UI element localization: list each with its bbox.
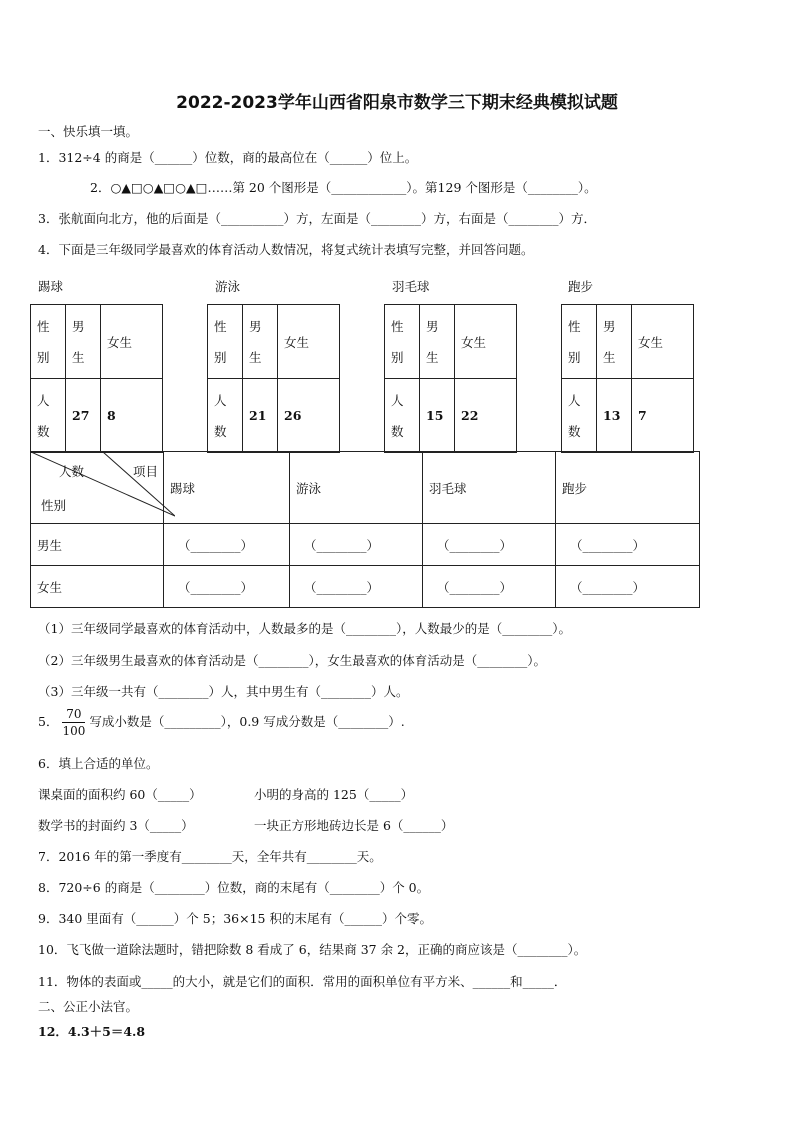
header-football: 踢球 xyxy=(164,452,290,524)
question-11: 11．物体的表面或_____的大小，就是它们的面积．常用的面积单位有平方米、______和_____． xyxy=(38,974,567,989)
table-running xyxy=(561,304,694,453)
question-6d: 一块正方形地砖边长是 6（______） xyxy=(254,818,454,833)
cell-label: 人 xyxy=(214,392,227,408)
question-4-3: （3）三年级一共有（________）人，其中男生有（________）人。 xyxy=(38,684,409,699)
cell-label: 人 xyxy=(391,392,404,408)
blank-cell[interactable]: （________） xyxy=(556,566,700,608)
cell-label: 数 xyxy=(214,423,227,439)
corner-label-item: 项目 xyxy=(133,464,159,479)
cell-label: 性 xyxy=(568,318,581,334)
sport-label-badminton: 羽毛球 xyxy=(392,279,430,294)
corner-label-count: 人数 xyxy=(59,464,85,479)
corner-label-gender: 性别 xyxy=(41,498,67,513)
blank-cell[interactable]: （________） xyxy=(290,524,423,566)
cell-label: 人 xyxy=(37,392,50,408)
cell-label: 男 xyxy=(249,318,262,334)
table-football xyxy=(30,304,163,453)
question-9: 9．340 里面有（______）个 5；36×15 积的末尾有（______）个零。 xyxy=(38,911,432,926)
sport-label-running: 跑步 xyxy=(568,279,594,294)
cell-label: 男 xyxy=(72,318,85,334)
cell-value-male: 13 xyxy=(597,379,632,453)
question-4-1: （1）三年级同学最喜欢的体育活动中，人数最多的是（________），人数最少的是（________）。 xyxy=(38,621,571,636)
cell-label: 女生 xyxy=(101,305,163,379)
cell-value-female: 7 xyxy=(632,379,694,453)
table-badminton xyxy=(384,304,517,453)
cell-label: 数 xyxy=(568,423,581,439)
question-5-text: 写成小数是（_________），0.9 写成分数是（________）. xyxy=(89,714,405,729)
combined-statistics-table xyxy=(30,451,700,608)
question-1: 1．312÷4 的商是（______）位数，商的最高位在（______）位上。 xyxy=(38,150,418,165)
cell-label: 别 xyxy=(37,349,50,365)
cell-label: 性 xyxy=(37,318,50,334)
cell-value-female: 22 xyxy=(455,379,517,453)
cell-label: 数 xyxy=(37,423,50,439)
cell-label: 生 xyxy=(426,349,439,365)
question-8: 8．720÷6 的商是（________）位数，商的末尾有（________）个 0。 xyxy=(38,880,430,895)
cell-value-female: 26 xyxy=(278,379,340,453)
header-running: 跑步 xyxy=(556,452,700,524)
fraction-denominator: 100 xyxy=(62,724,86,738)
question-3: 3．张航面向北方，他的后面是（__________）方，左面是（________）方，右面是（________）方． xyxy=(38,211,596,226)
cell-label: 性 xyxy=(391,318,404,334)
question-4: 4．下面是三年级同学最喜欢的体育活动人数情况，将复式统计表填写完整，并回答问题。 xyxy=(38,242,534,257)
question-6: 6．填上合适的单位。 xyxy=(38,756,159,771)
cell-label: 生 xyxy=(249,349,262,365)
question-10: 10．飞飞做一道除法题时，错把除数 8 看成了 6，结果商 37 余 2，正确的商应该是（________）。 xyxy=(38,942,587,957)
cell-value-male: 27 xyxy=(66,379,101,453)
cell-label: 数 xyxy=(391,423,404,439)
cell-value-female: 8 xyxy=(101,379,163,453)
section-heading-2: 二、公正小法官。 xyxy=(38,999,139,1014)
cell-label: 生 xyxy=(603,349,616,365)
blank-cell[interactable]: （________） xyxy=(164,566,290,608)
fraction xyxy=(62,706,85,739)
sport-label-football: 踢球 xyxy=(38,279,64,294)
row-label-male: 男生 xyxy=(31,524,164,566)
cell-value-male: 15 xyxy=(420,379,455,453)
blank-cell[interactable]: （________） xyxy=(423,524,556,566)
question-12: 12．4.3＋5＝4.8 xyxy=(38,1024,146,1039)
cell-label: 男 xyxy=(603,318,616,334)
cell-label: 人 xyxy=(568,392,581,408)
cell-label: 性 xyxy=(214,318,227,334)
cell-label: 男 xyxy=(426,318,439,334)
question-7: 7．2016 年的第一季度有________天，全年共有________天。 xyxy=(38,849,382,864)
question-6c: 数学书的封面约 3（_____） xyxy=(38,818,194,833)
question-5 xyxy=(38,706,405,739)
blank-cell[interactable]: （________） xyxy=(423,566,556,608)
diagonal-header-cell xyxy=(31,452,164,524)
cell-label: 生 xyxy=(72,349,85,365)
table-swimming xyxy=(207,304,340,453)
fraction-numerator: 70 xyxy=(62,706,85,723)
blank-cell[interactable]: （________） xyxy=(290,566,423,608)
blank-cell[interactable]: （________） xyxy=(164,524,290,566)
cell-label: 女生 xyxy=(455,305,517,379)
cell-label: 别 xyxy=(568,349,581,365)
question-2: 2．○▲□○▲□○▲□……第 20 个图形是（____________）。第129 个图形是（________）。 xyxy=(90,180,597,195)
cell-label: 别 xyxy=(214,349,227,365)
cell-label: 女生 xyxy=(632,305,694,379)
cell-label: 女生 xyxy=(278,305,340,379)
page-title: 2022-2023学年山西省阳泉市数学三下期末经典模拟试题 xyxy=(176,93,618,113)
question-4-2: （2）三年级男生最喜欢的体育活动是（________），女生最喜欢的体育活动是（________）。 xyxy=(38,653,546,668)
section-heading-1: 一、快乐填一填。 xyxy=(38,124,139,139)
cell-label: 别 xyxy=(391,349,404,365)
question-6a: 课桌面的面积约 60（_____） xyxy=(38,787,202,802)
question-5-prefix: 5． xyxy=(38,714,59,729)
header-badminton: 羽毛球 xyxy=(423,452,556,524)
header-swimming: 游泳 xyxy=(290,452,423,524)
row-label-female: 女生 xyxy=(31,566,164,608)
question-6b: 小明的身高的 125（_____） xyxy=(254,787,414,802)
sport-label-swimming: 游泳 xyxy=(215,279,241,294)
blank-cell[interactable]: （________） xyxy=(556,524,700,566)
cell-value-male: 21 xyxy=(243,379,278,453)
